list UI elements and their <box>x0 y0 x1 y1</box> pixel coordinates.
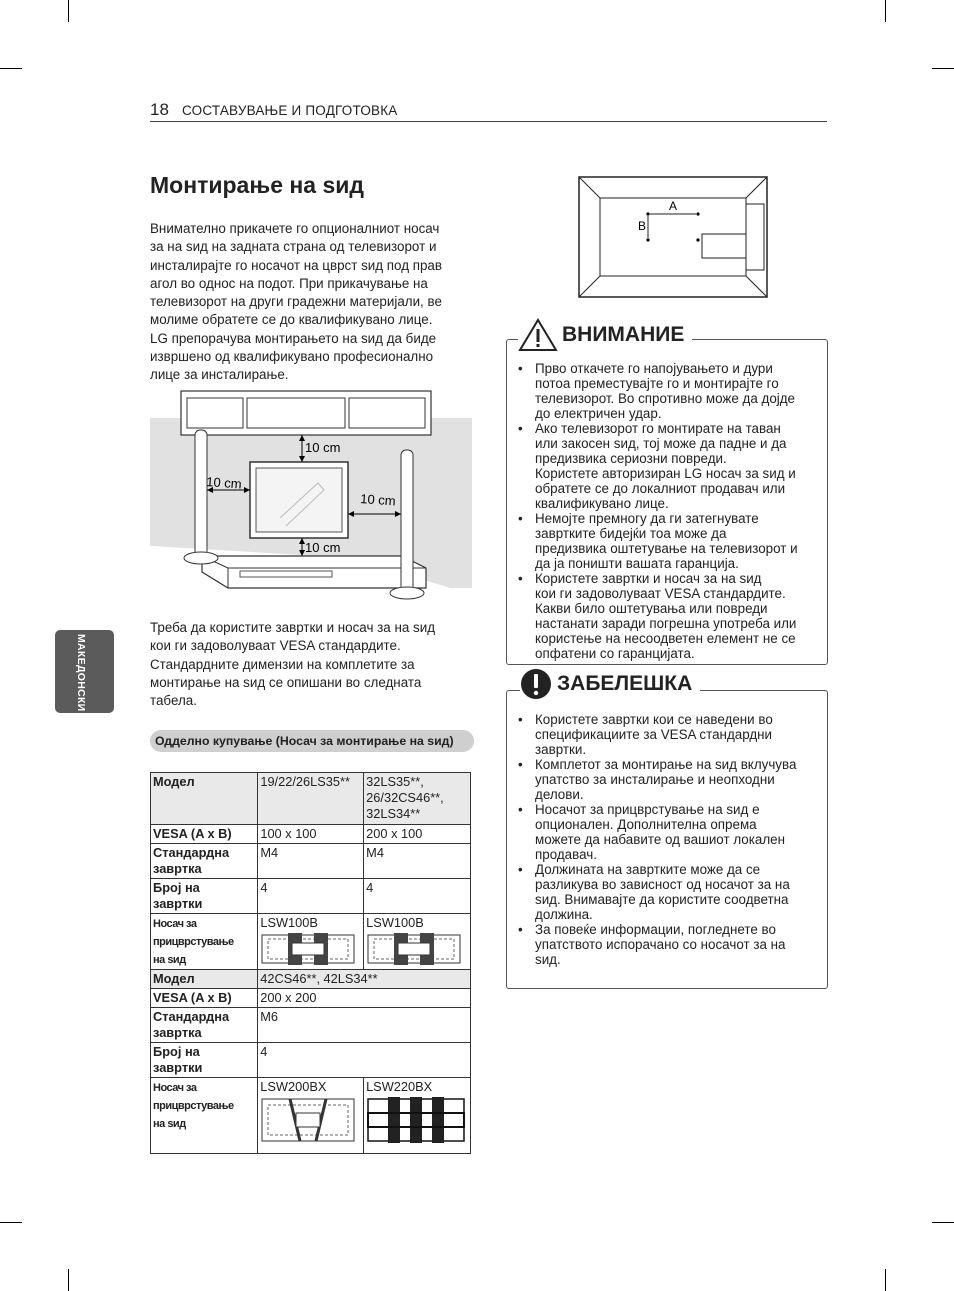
text-line: монтирање на ѕид се опишани во следната <box>150 674 422 690</box>
note-title: ЗАБЕЛЕШКА <box>552 672 696 696</box>
note-list <box>516 712 796 967</box>
list-item: • Користете завртки и носач за на ѕид кои ги задоволуваат VESA стандардите. Какви било оштетувања или повреди настанати заради погрешна употреба или користење на несоодветен елемент не се опфатени со гаранцијата. <box>518 571 797 661</box>
text-line: молиме обратете се до квалификувано лице. <box>150 312 433 328</box>
spec-table-small-models <box>150 772 471 976</box>
screw-label: Стандардна завртка <box>151 844 258 879</box>
text-line: Треба да користите завртки и носач за на ѕид <box>150 620 436 635</box>
screw-count-value: 4 <box>364 879 471 914</box>
vesa-a-label: A <box>669 199 678 213</box>
header-rule <box>150 121 827 122</box>
vesa-label: VESA (A x B) <box>151 989 258 1008</box>
model-value: 42CS46**, 42LS34** <box>258 970 471 989</box>
screw-value: M4 <box>364 844 471 879</box>
exclamation-circle-icon <box>520 668 552 700</box>
table-row <box>151 825 471 844</box>
list-item: • Немојте премногу да ги затегнувате завртките бидејќи тоа може да предизвика оштетување на телевизорот и да ја поништи вашата гаранција. <box>518 511 798 571</box>
tv-back-vesa-diagram <box>578 176 768 298</box>
dimension-left-label: 10 cm <box>205 474 243 492</box>
text-line: инсталирајте го носачот на цврст ѕид под прав <box>150 257 442 273</box>
screw-value: M6 <box>258 1008 471 1043</box>
model-value: 32LS35**, 26/32CS46**, 32LS34** <box>364 773 471 825</box>
table-row <box>151 1008 471 1043</box>
bracket-model: LSW200BX <box>260 1079 327 1094</box>
bracket-cell <box>364 1078 471 1154</box>
crop-mark <box>0 68 22 69</box>
vesa-label: VESA (A x B) <box>151 825 258 844</box>
text-line: LG препорачува монтирањето на ѕид да биде <box>150 330 437 346</box>
screw-count-label: Број на завртки <box>151 879 258 914</box>
warning-triangle-icon <box>518 318 558 352</box>
list-item: • Ако телевизорот го монтирате на таван или закосен ѕид, тој може да падне и да предизвика сериозни повреди. Користете авторизиран LG носач за ѕид и обратете се до локалниот продавач или квалификувано лице. <box>518 421 796 511</box>
text-line: лице за инсталирање. <box>150 367 289 383</box>
dimension-bottom-label: 10 cm <box>305 540 341 555</box>
list-item: • За повеќе информации, погледнете во упатството испорачано со носачот за на ѕид. <box>518 922 786 967</box>
section-title: СОСТАВУВАЊЕ И ПОДГОТОВКА <box>182 103 398 118</box>
page-number: 18 <box>150 100 169 119</box>
table-row <box>151 914 471 976</box>
crop-mark <box>68 1269 69 1291</box>
language-side-tab <box>55 630 114 713</box>
page-title: Монтирање на ѕид <box>150 172 364 198</box>
bracket-cell <box>258 1078 364 1154</box>
vesa-value: 200 x 200 <box>258 989 471 1008</box>
bracket-label: Носач за прицврстување на ѕид <box>151 914 258 976</box>
model-label: Модел <box>151 970 258 989</box>
dimension-right-label: 10 cm <box>359 491 397 509</box>
dimension-top-label: 10 cm <box>305 440 341 455</box>
bracket-cell <box>258 914 364 976</box>
table-row <box>151 773 471 825</box>
screw-label: Стандардна завртка <box>151 1008 258 1043</box>
spec-table-large-models <box>150 969 471 1154</box>
crop-mark <box>932 68 954 69</box>
screw-paragraph <box>150 619 435 710</box>
list-item: • Должината на завртките може да се разликува во зависност од носачот за на ѕид. Внимавајте да користите соодветна должина. <box>518 862 790 922</box>
vesa-value: 200 x 100 <box>364 825 471 844</box>
note-heading <box>520 668 700 700</box>
bracket-lsw220bx-icon <box>366 1095 466 1145</box>
screw-count-label: Број на завртки <box>151 1043 258 1078</box>
text-line: извршено од квалификувано професионално <box>150 349 434 365</box>
table-row <box>151 1078 471 1154</box>
bracket-model: LSW100B <box>260 915 318 930</box>
list-item: • Носачот за прицврстување на ѕид е опционален. Дополнителна опрема можете да набавите од вашиот локален продавач. <box>518 802 785 862</box>
table-row <box>151 989 471 1008</box>
text-line: агол во однос на подот. При прикачување на <box>150 275 428 291</box>
table-row <box>151 1043 471 1078</box>
caution-list <box>516 361 798 661</box>
table-row <box>151 844 471 879</box>
list-item: • Прво откачете го напојувањето и дури потоа преместувајте го и монтирајте го телевизорот. Во спротивно може да дојде до електричен удар. <box>518 361 796 421</box>
bracket-lsw100b-icon <box>366 931 462 967</box>
text-line: телевизорот на други градежни материјали, ве <box>150 294 442 310</box>
bracket-model: LSW100B <box>366 915 424 930</box>
bracket-cell <box>364 914 471 976</box>
text-line: Внимателно прикачете го опционалниот носач <box>150 221 440 236</box>
screw-count-value: 4 <box>258 1043 471 1078</box>
crop-mark <box>0 1222 22 1223</box>
text-line: кои ги задоволуваат VESA стандардите. <box>150 638 401 654</box>
vesa-b-label: B <box>638 219 647 233</box>
bracket-label: Носач за прицврстување на ѕид <box>151 1078 258 1154</box>
screw-value: M4 <box>258 844 364 879</box>
language-label: МАКЕДОНСКИ <box>75 634 87 712</box>
caution-heading <box>518 318 692 352</box>
purchase-separately-label: Одделно купување (Носач за монтирање на ѕид) <box>150 730 474 752</box>
text-line: Стандардните димензии на комплетите за <box>150 656 415 672</box>
intro-paragraph <box>150 220 442 385</box>
list-item: • Користете завртки кои се наведени во спецификациите за VESA стандардни завртки. <box>518 712 773 757</box>
caution-title: ВНИМАНИЕ <box>558 323 688 347</box>
vesa-value: 100 x 100 <box>258 825 364 844</box>
text-line: за на ѕид на задната страна од телевизорот и <box>150 239 437 255</box>
crop-mark <box>885 0 886 22</box>
crop-mark <box>932 1222 954 1223</box>
model-value: 19/22/26LS35** <box>258 773 364 825</box>
screw-count-value: 4 <box>258 879 364 914</box>
bracket-lsw100b-icon <box>260 931 356 967</box>
table-row <box>151 970 471 989</box>
crop-mark <box>68 0 69 22</box>
crop-mark <box>885 1269 886 1291</box>
bracket-model: LSW220BX <box>366 1079 433 1094</box>
wall-mount-clearance-illustration <box>150 388 472 610</box>
model-label: Модел <box>151 773 258 825</box>
list-item: • Комплетот за монтирање на ѕид вклучува упатство за инсталирање и неопходни делови. <box>518 757 797 802</box>
bracket-lsw200bx-icon <box>260 1095 356 1145</box>
table-row <box>151 879 471 914</box>
text-line: табела. <box>150 693 197 709</box>
